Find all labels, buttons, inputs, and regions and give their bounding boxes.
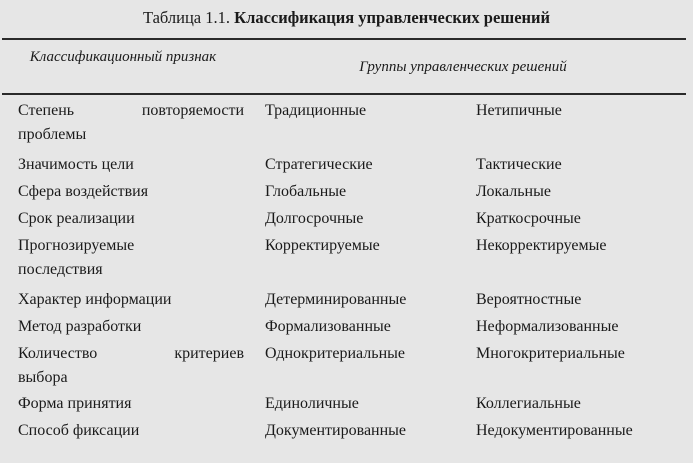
top-rule bbox=[2, 38, 686, 40]
row-group-b: Вероятностные bbox=[476, 291, 582, 308]
table-caption bbox=[0, 8, 693, 28]
row-group-a: Глобальные bbox=[265, 183, 347, 200]
row-group-a: Долгосрочные bbox=[265, 210, 364, 227]
row-feature: Метод разработки bbox=[18, 318, 142, 335]
caption-prefix: Таблица 1.1. bbox=[142, 8, 235, 27]
row-group-a: Формализованные bbox=[265, 318, 391, 335]
row-group-b: Коллегиальные bbox=[476, 395, 581, 412]
row-group-b: Нетипичные bbox=[476, 102, 562, 119]
row-feature: Способ фиксации bbox=[18, 422, 140, 439]
header-rule bbox=[2, 93, 686, 95]
row-group-a: Однокритериальные bbox=[265, 345, 405, 362]
header-decision-groups: Группы управленческих решений bbox=[359, 59, 567, 75]
row-group-a: Единоличные bbox=[265, 395, 359, 412]
row-feature: Значимость цели bbox=[18, 156, 134, 173]
row-feature: Степень повторяемости проблемы bbox=[18, 102, 244, 143]
row-group-b: Неформализованные bbox=[476, 318, 619, 335]
row-group-b: Недокументированные bbox=[476, 422, 633, 439]
row-group-a: Стратегические bbox=[265, 156, 373, 173]
row-group-b: Краткосрочные bbox=[476, 210, 581, 227]
header-classification-feature: Классификационный признак bbox=[29, 49, 217, 65]
row-group-b: Локальные bbox=[476, 183, 551, 200]
caption-title: Классификация управленческих решений bbox=[234, 8, 551, 27]
row-group-a: Традиционные bbox=[265, 102, 367, 119]
row-feature: Срок реализации bbox=[18, 210, 135, 227]
row-feature: Характер информации bbox=[18, 291, 172, 308]
row-group-a: Детерминированные bbox=[265, 291, 407, 308]
row-feature: Форма принятия bbox=[18, 395, 132, 412]
row-group-a: Корректируемые bbox=[265, 237, 380, 254]
row-group-b: Тактические bbox=[476, 156, 562, 173]
row-feature: Прогнозируемые последствия bbox=[18, 237, 135, 278]
row-feature: Сфера воздействия bbox=[18, 183, 149, 200]
row-group-a: Документированные bbox=[265, 422, 407, 439]
row-group-b: Многокритериальные bbox=[476, 345, 625, 362]
row-group-b: Некорректируемые bbox=[476, 237, 607, 254]
row-feature: Количество критериев выбора bbox=[18, 345, 244, 386]
